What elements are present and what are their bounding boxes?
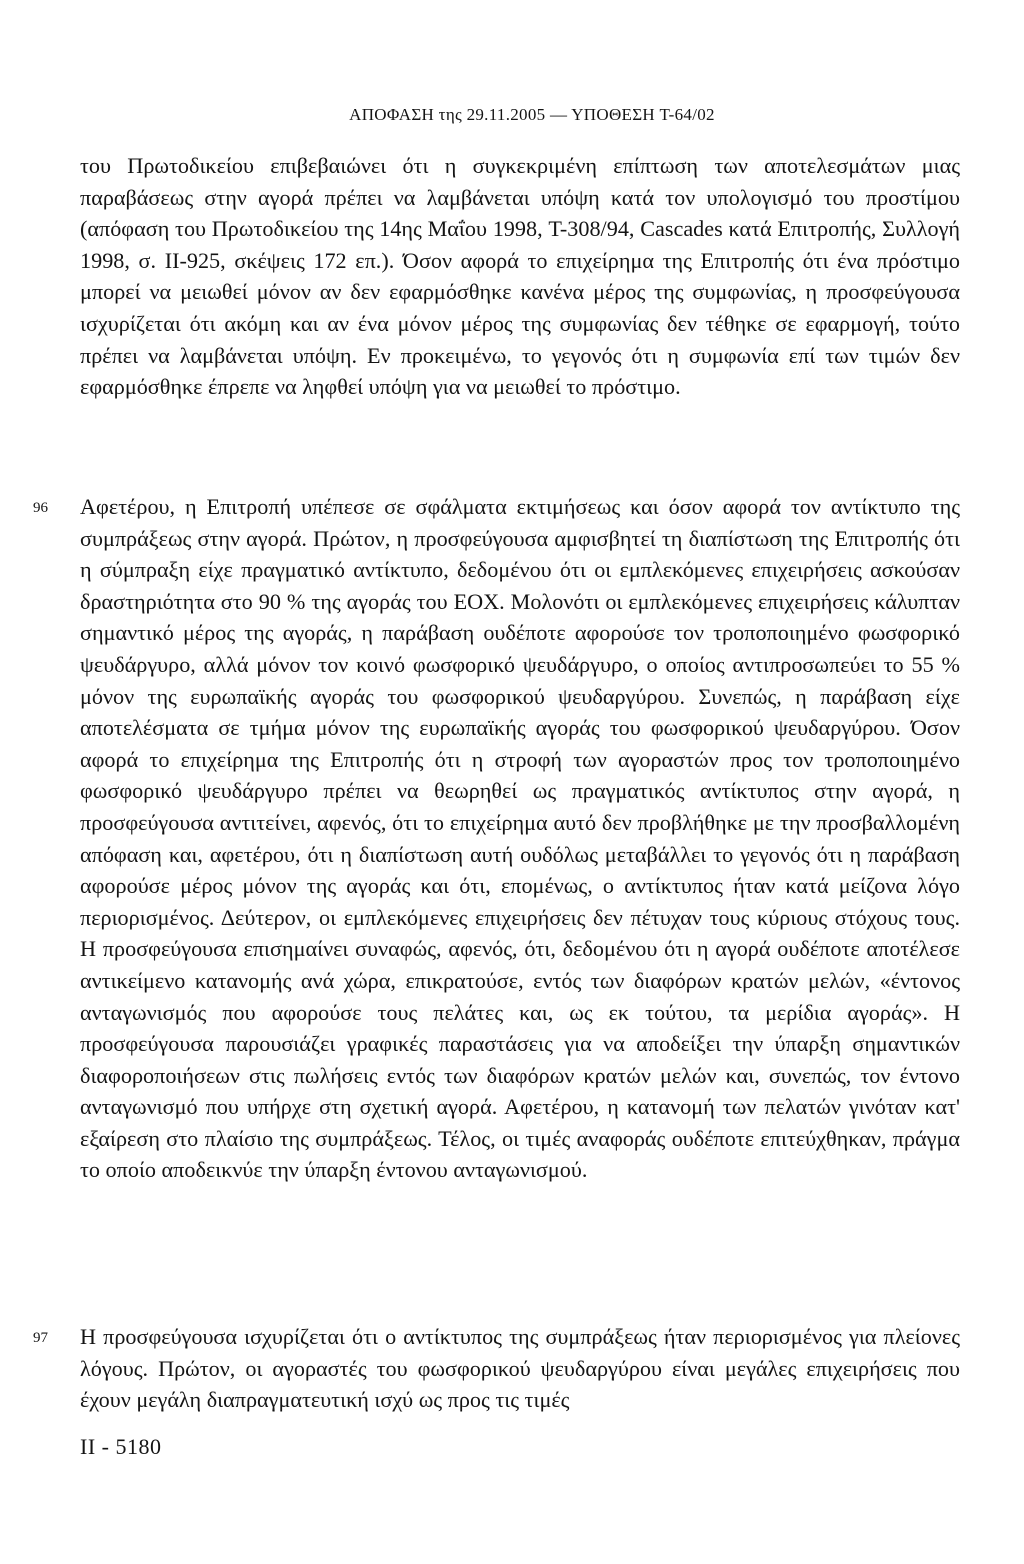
running-header: ΑΠΟΦΑΣΗ της 29.11.2005 — ΥΠΟΘΕΣΗ T-64/02 [349,105,715,124]
paragraph-97: Η προσφεύγουσα ισχυρίζεται ότι ο αντίκτυπος της συμπράξεως ήταν περιορισμένος για πλείονες λόγους. Πρώτον, οι αγοραστές του φωσφορικού ψευδαργύρου είναι μεγάλες επιχειρήσεις που έχουν μεγάλη διαπραγματευτική ισχύ ως προς τις τιμές [80,1324,960,1413]
page-number: II - 5180 [80,1434,162,1459]
paragraph-number-96: 96 [33,500,48,516]
paragraph-number-97: 97 [33,1330,48,1346]
paragraph-96: Αφετέρου, η Επιτροπή υπέπεσε σε σφάλματα εκτιμήσεως και όσον αφορά τον αντίκτυπο της συμπράξεως στην αγορά. Πρώτον, η προσφεύγουσα αμφισβητεί τη διαπίστωση της Επιτροπής ότι η σύμπραξη είχε πραγματικό αντίκτυπο, δεδομένου ότι οι εμπλεκόμενες επιχειρήσεις ασκούσαν δραστηριότητα στο 90 % της αγοράς του ΕΟΧ. Μολονότι οι εμπλεκόμενες επιχειρήσεις κάλυπταν σημαντικό μέρος της αγοράς, η παράβαση ουδέποτε αφορούσε τον τροποποιημένο φωσφορικό ψευδάργυρο, αλλά μόνον τον κοινό φωσφορικό ψευδάργυρο, ο οποίος αντιπροσωπεύει το 55 % μόνον της ευρωπαϊκής αγοράς του φωσφορικού ψευδαργύρου. Συνεπώς, η παράβαση είχε αποτελέσματα σε τμήμα μόνον της ευρωπαϊκής αγοράς του φωσφορικού ψευδαργύρου. Όσον αφορά το επιχείρημα της Επιτροπής ότι η στροφή των αγοραστών προς τον τροποποιημένο φωσφορικό ψευδάργυρο πρέπει να θεωρηθεί ως πραγματικός αντίκτυπος στην αγορά, η προσφεύγουσα αντιτείνει, αφενός, ότι το επιχείρημα αυτό δεν προβλήθηκε με την προσβαλλομένη απόφαση και, αφετέρου, ότι η διαπίστωση αυτή ουδόλως μεταβάλλει το γεγονός ότι η παράβαση αφορούσε μέρος μόνον της αγοράς και ότι, επομένως, ο αντίκτυπος ήταν κατά μείζονα λόγο περιορισμένος. Δεύτερον, οι εμπλεκόμενες επιχειρήσεις δεν πέτυχαν τους κύριους στόχους τους. Η προσφεύγουσα επισημαίνει συναφώς, αφενός, ότι, δεδομένου ότι η αγορά ουδέποτε αποτέλεσε αντικείμενο κατανομής ανά χώρα, επικρατούσε, εντός των διαφόρων κρατών μελών, «έντονος ανταγωνισμός που αφορούσε τους πελάτες και, ως εκ τούτου, τα μερίδια αγοράς». Η προσφεύγουσα παρουσιάζει γραφικές παραστάσεις για να αποδείξει την ύπαρξη σημαντικών διαφοροποιήσεων στις πωλήσεις εντός των διαφόρων κρατών μελών και, συνεπώς, τον έντονο ανταγωνισμό που υπήρχε στη σχετική αγορά. Αφετέρου, η κατανομή των πελατών γινόταν κατ' εξαίρεση στο πλαίσιο της συμπράξεως. Τέλος, οι τιμές αναφοράς ουδέποτε επιτεύχθηκαν, πράγμα το οποίο αποδεικνύε την ύπαρξη έντονου ανταγωνισμού. [80,494,960,1183]
paragraph-continued: του Πρωτοδικείου επιβεβαιώνει ότι η συγκεκριμένη επίπτωση των αποτελεσμάτων μιας παραβάσεως στην αγορά πρέπει να λαμβάνεται υπόψη κατά τον υπολογισμό του προστίμου (απόφαση του Πρωτοδικείου της 14ης Μαΐου 1998, T-308/94, Cascades κατά Επιτροπής, Συλλογή 1998, σ. II-925, σκέψεις 172 επ.). Όσον αφορά το επιχείρημα της Επιτροπής ότι ένα πρόστιμο μπορεί να μειωθεί μόνον αν δεν εφαρμόσθηκε κανένα μέρος της συμφωνίας, η προσφεύγουσα ισχυρίζεται ότι ακόμη και αν ένα μόνον μέρος της συμφωνίας δεν τέθηκε σε εφαρμογή, τούτο πρέπει να λαμβάνεται υπόψη. Εν προκειμένω, το γεγονός ότι η συμφωνία επί των τιμών δεν εφαρμόσθηκε έπρεπε να ληφθεί υπόψη για να μειωθεί το πρόστιμο. [80,153,960,400]
